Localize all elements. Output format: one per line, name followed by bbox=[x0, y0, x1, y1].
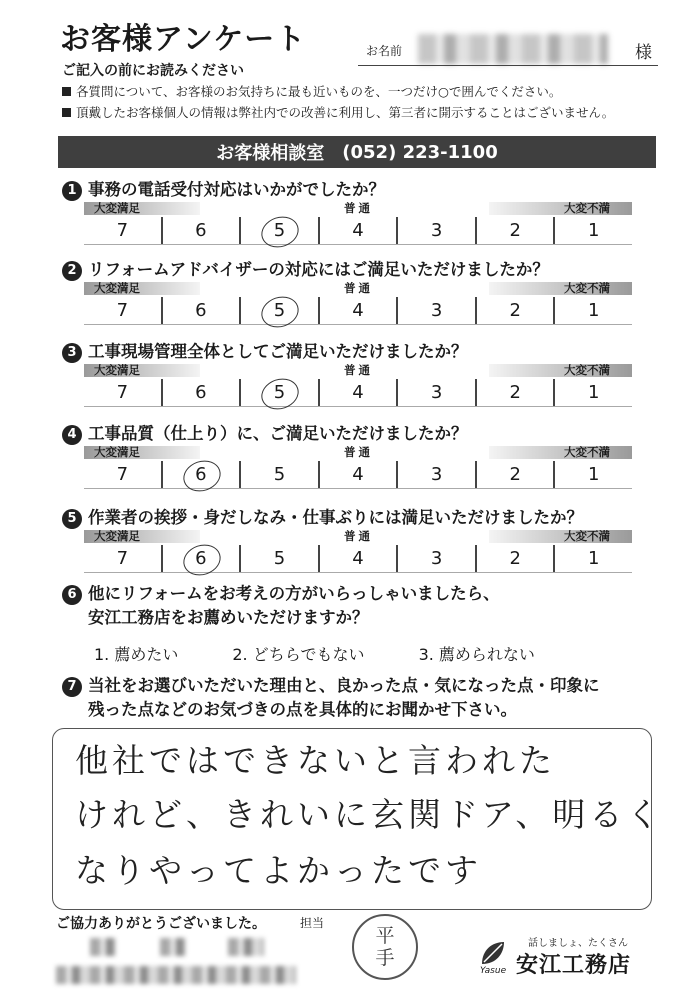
scale-label-low: 大変不満 bbox=[564, 201, 610, 215]
rating-cells bbox=[84, 461, 632, 489]
question-4 bbox=[62, 420, 662, 490]
notice-heading: ご記入の前にお読みください bbox=[62, 63, 244, 79]
redacted-info bbox=[90, 938, 116, 956]
question-text: 安江工務店をお薦めいただけますか？ bbox=[88, 608, 369, 627]
leaf-logo-icon bbox=[478, 938, 508, 968]
handwritten-line: なりやってよかったです bbox=[75, 851, 482, 890]
question-number-badge: 1 bbox=[62, 181, 82, 201]
question-heading bbox=[62, 176, 662, 200]
question-number-badge: 7 bbox=[62, 677, 82, 697]
rating-option-3[interactable]: 3 bbox=[396, 217, 475, 244]
scale-band-low bbox=[489, 282, 632, 295]
scale-label-mid: 普通 bbox=[344, 445, 373, 459]
rating-option-2[interactable]: 2 bbox=[475, 461, 554, 488]
scale-band-low bbox=[489, 530, 632, 543]
rating-cells bbox=[84, 217, 632, 245]
question-heading bbox=[62, 256, 662, 280]
rating-option-7[interactable]: 7 bbox=[116, 382, 129, 403]
question-number-badge: 5 bbox=[62, 509, 82, 529]
redacted-info bbox=[228, 938, 264, 956]
recommend-option-1[interactable]: 1. 薦めたい bbox=[94, 645, 179, 664]
question-number-badge: 6 bbox=[62, 585, 82, 605]
question-heading bbox=[62, 504, 662, 528]
scale-label-low: 大変不満 bbox=[564, 363, 610, 377]
scale-label-high: 大変満足 bbox=[94, 445, 140, 459]
rating-option-3[interactable]: 3 bbox=[396, 297, 475, 324]
question-heading bbox=[62, 338, 662, 362]
question-heading bbox=[62, 580, 662, 604]
rating-option-7[interactable]: 7 bbox=[116, 464, 129, 485]
question-text: リフォームアドバイザーの対応にはご満足いただけましたか？ bbox=[88, 260, 549, 279]
rating-option-2[interactable]: 2 bbox=[475, 379, 554, 406]
question-3 bbox=[62, 338, 662, 408]
scale-band-low bbox=[489, 364, 632, 377]
scale-label-high: 大変満足 bbox=[94, 363, 140, 377]
rating-option-6[interactable]: 6 bbox=[161, 379, 240, 406]
consult-phone[interactable]: (052) 223-1100 bbox=[342, 141, 498, 163]
recommend-option-2[interactable]: 2. どちらでもない bbox=[232, 645, 365, 664]
name-redacted bbox=[418, 34, 608, 64]
free-answer-box[interactable] bbox=[52, 728, 664, 910]
question-1 bbox=[62, 176, 662, 246]
rating-option-1[interactable]: 1 bbox=[553, 461, 632, 488]
consult-label: お客様相談室 bbox=[216, 143, 325, 164]
rating-cells bbox=[84, 545, 632, 573]
name-label: お名前 bbox=[366, 44, 403, 58]
rating-option-7[interactable]: 7 bbox=[116, 220, 129, 241]
rating-option-7[interactable]: 7 bbox=[116, 548, 129, 569]
rating-option-5[interactable]: 5 bbox=[239, 379, 318, 406]
page-title: お客様アンケート bbox=[60, 22, 307, 57]
staff-label: 担当 bbox=[300, 916, 325, 930]
question-2 bbox=[62, 256, 662, 326]
question-text: 作業者の挨拶・身だしなみ・仕事ぶりには満足いただけましたか？ bbox=[88, 508, 583, 527]
rating-option-2[interactable]: 2 bbox=[475, 297, 554, 324]
staff-seal-stamp bbox=[352, 914, 418, 980]
handwritten-line: 他社ではできないと言われた bbox=[75, 741, 556, 780]
scale-label-mid: 普通 bbox=[344, 281, 373, 295]
rating-option-2[interactable]: 2 bbox=[475, 217, 554, 244]
rating-option-1[interactable]: 1 bbox=[553, 217, 632, 244]
question-heading bbox=[62, 672, 662, 696]
redacted-info bbox=[56, 966, 296, 984]
rating-cells bbox=[84, 379, 632, 407]
question-number-badge: 4 bbox=[62, 425, 82, 445]
notice-text: 各質問について、お客様のお気持ちに最も近いものを、一つだけ○で囲んでください。 bbox=[76, 84, 562, 99]
square-bullet-icon bbox=[62, 87, 71, 96]
thanks-message: ご協力ありがとうございました。 bbox=[56, 916, 266, 932]
question-heading-continued bbox=[88, 604, 662, 628]
notice-item bbox=[62, 82, 561, 100]
rating-option-5[interactable]: 5 bbox=[239, 217, 318, 244]
question-5 bbox=[62, 504, 662, 574]
rating-option-6[interactable]: 6 bbox=[161, 297, 240, 324]
question-6 bbox=[62, 580, 662, 670]
stamp-char: 平 bbox=[375, 925, 395, 947]
rating-scale bbox=[84, 280, 632, 326]
scale-label-mid: 普通 bbox=[344, 201, 373, 215]
rating-option-3[interactable]: 3 bbox=[396, 461, 475, 488]
company-name: 安江工務店 bbox=[516, 953, 632, 978]
question-heading-continued bbox=[88, 696, 662, 720]
scale-label-high: 大変満足 bbox=[94, 529, 140, 543]
scale-label-high: 大変満足 bbox=[94, 281, 140, 295]
question-text: 工事品質（仕上り）に、ご満足いただけましたか？ bbox=[88, 424, 468, 443]
handwritten-line: けれど、きれいに玄関ドア、明るく bbox=[75, 795, 664, 834]
rating-option-4[interactable]: 4 bbox=[318, 461, 397, 488]
question-heading bbox=[62, 420, 662, 444]
square-bullet-icon bbox=[62, 108, 71, 117]
scale-label-low: 大変不満 bbox=[564, 445, 610, 459]
rating-option-4[interactable]: 4 bbox=[318, 545, 397, 572]
rating-option-1[interactable]: 1 bbox=[553, 297, 632, 324]
scale-label-mid: 普通 bbox=[344, 529, 373, 543]
question-text: 残った点などのお気づきの点を具体的にお聞かせ下さい。 bbox=[88, 700, 517, 719]
recommend-options bbox=[94, 642, 535, 665]
rating-option-3[interactable]: 3 bbox=[396, 545, 475, 572]
question-number-badge: 3 bbox=[62, 343, 82, 363]
rating-option-2[interactable]: 2 bbox=[475, 545, 554, 572]
notice-item bbox=[62, 103, 614, 121]
question-text: 事務の電話受付対応はいかがでしたか？ bbox=[88, 180, 385, 199]
rating-option-4[interactable]: 4 bbox=[318, 297, 397, 324]
stamp-char: 手 bbox=[375, 947, 395, 969]
rating-option-1[interactable]: 1 bbox=[553, 379, 632, 406]
company-tagline: 話しましょ、たくさん bbox=[528, 938, 628, 949]
rating-option-5[interactable]: 5 bbox=[239, 461, 318, 488]
question-text: 工事現場管理全体としてご満足いただけましたか？ bbox=[88, 342, 468, 361]
redacted-info bbox=[160, 938, 186, 956]
rating-option-6[interactable]: 6 bbox=[161, 461, 240, 488]
rating-option-5[interactable]: 5 bbox=[239, 297, 318, 324]
name-honorific: 様 bbox=[635, 43, 652, 63]
question-7 bbox=[62, 672, 662, 722]
scale-label-low: 大変不満 bbox=[564, 281, 610, 295]
scale-band-low bbox=[489, 446, 632, 459]
scale-label-low: 大変不満 bbox=[564, 529, 610, 543]
logo-subtext: Yasue bbox=[480, 966, 507, 976]
scale-band-low bbox=[489, 202, 632, 215]
rating-option-4[interactable]: 4 bbox=[318, 217, 397, 244]
notice-text: 頂戴したお客様個人の情報は弊社内での改善に利用し、第三者に開示することはございません。 bbox=[76, 105, 615, 120]
name-field[interactable] bbox=[358, 32, 658, 66]
scale-label-mid: 普通 bbox=[344, 363, 373, 377]
rating-scale bbox=[84, 200, 632, 246]
rating-option-6[interactable]: 6 bbox=[161, 545, 240, 572]
rating-scale bbox=[84, 362, 632, 408]
rating-cells bbox=[84, 297, 632, 325]
recommend-option-3[interactable]: 3. 薦められない bbox=[418, 645, 535, 664]
rating-option-5[interactable]: 5 bbox=[239, 545, 318, 572]
question-number-badge: 2 bbox=[62, 261, 82, 281]
rating-scale bbox=[84, 444, 632, 490]
consult-banner bbox=[58, 136, 656, 168]
rating-option-1[interactable]: 1 bbox=[553, 545, 632, 572]
rating-scale bbox=[84, 528, 632, 574]
question-text: 他にリフォームをお考えの方がいらっしゃいましたら、 bbox=[88, 584, 500, 603]
question-text: 当社をお選びいただいた理由と、良かった点・気になった点・印象に bbox=[88, 676, 600, 695]
rating-option-7[interactable]: 7 bbox=[116, 300, 129, 321]
rating-option-6[interactable]: 6 bbox=[161, 217, 240, 244]
rating-option-3[interactable]: 3 bbox=[396, 379, 475, 406]
scale-label-high: 大変満足 bbox=[94, 201, 140, 215]
rating-option-4[interactable]: 4 bbox=[318, 379, 397, 406]
name-underline bbox=[358, 65, 658, 66]
